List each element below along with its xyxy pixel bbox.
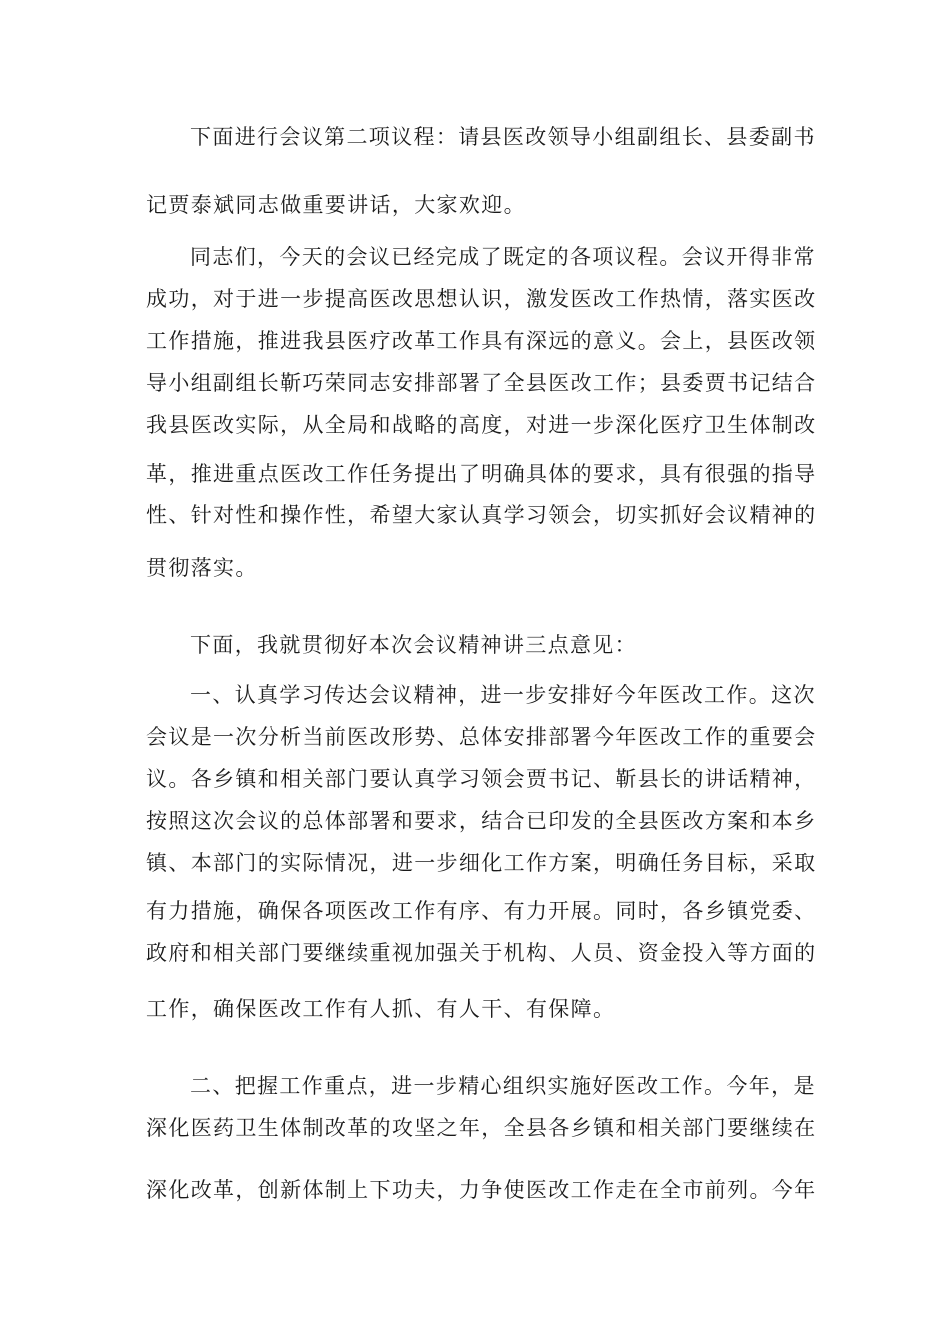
paragraph-1-line-1: 下面进行会议第二项议程：请县医改领导小组副组长、县委副书 [190, 125, 816, 149]
paragraph-2-line-6: 革，推进重点医改工作任务提出了明确具体的要求，具有很强的指导 [146, 462, 817, 486]
paragraph-4-line-1: 一、认真学习传达会议精神，进一步安排好今年医改工作。这次 [190, 683, 816, 707]
paragraph-2-line-4: 导小组副组长靳巧荣同志安排部署了全县医改工作；县委贾书记结合 [146, 371, 817, 395]
paragraph-2-line-5: 我县医改实际，从全局和战略的高度，对进一步深化医疗卫生体制改 [146, 413, 817, 437]
paragraph-4-line-8: 工作，确保医改工作有人抓、有人干、有保障。 [146, 997, 616, 1021]
paragraph-4-line-2: 会议是一次分析当前医改形势、总体安排部署今年医改工作的重要会 [146, 725, 817, 749]
paragraph-4-line-3: 议。各乡镇和相关部门要认真学习领会贾书记、靳县长的讲话精神， [146, 767, 817, 791]
paragraph-4-line-6: 有力措施，确保各项医改工作有序、有力开展。同时，各乡镇党委、 [146, 899, 817, 923]
paragraph-2-line-3: 工作措施，推进我县医疗改革工作具有深远的意义。会上，县医改领 [146, 329, 817, 353]
paragraph-2-line-2: 成功，对于进一步提高医改思想认识，激发医改工作热情，落实医改 [146, 287, 817, 311]
paragraph-3-line-1: 下面，我就贯彻好本次会议精神讲三点意见： [190, 633, 637, 657]
paragraph-2-line-8: 贯彻落实。 [146, 556, 258, 580]
paragraph-4-line-5: 镇、本部门的实际情况，进一步细化工作方案，明确任务目标，采取 [146, 851, 817, 875]
paragraph-1-line-2: 记贾泰斌同志做重要讲话，大家欢迎。 [146, 193, 526, 217]
paragraph-5-line-1: 二、把握工作重点，进一步精心组织实施好医改工作。今年，是 [190, 1074, 816, 1098]
paragraph-2-line-1: 同志们，今天的会议已经完成了既定的各项议程。会议开得非常 [190, 245, 816, 269]
paragraph-4-line-7: 政府和相关部门要继续重视加强关于机构、人员、资金投入等方面的 [146, 941, 817, 965]
paragraph-5-line-3: 深化改革，创新体制上下功夫，力争使医改工作走在全市前列。今年 [146, 1178, 817, 1202]
paragraph-4-line-4: 按照这次会议的总体部署和要求，结合已印发的全县医改方案和本乡 [146, 809, 817, 833]
paragraph-2-line-7: 性、针对性和操作性，希望大家认真学习领会，切实抓好会议精神的 [146, 503, 817, 527]
paragraph-5-line-2: 深化医药卫生体制改革的攻坚之年，全县各乡镇和相关部门要继续在 [146, 1116, 817, 1140]
